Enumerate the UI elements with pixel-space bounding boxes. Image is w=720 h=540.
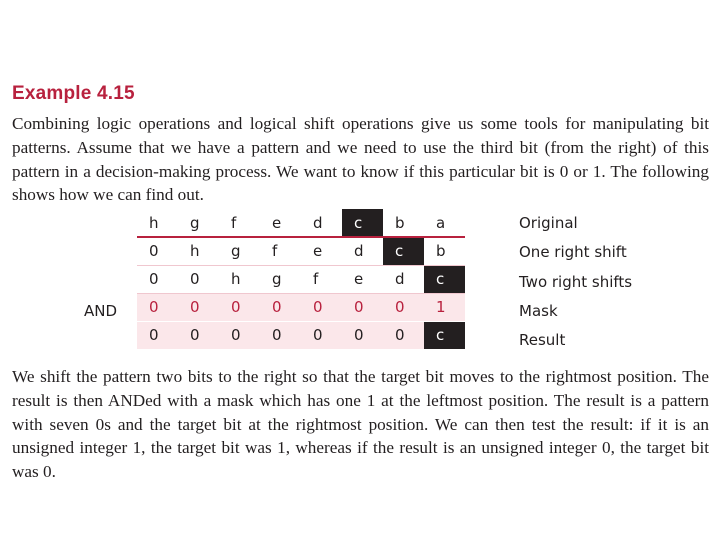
bit-cell: b	[424, 237, 465, 265]
row-label: Original	[519, 214, 578, 232]
bit-cell: 0	[301, 321, 342, 349]
bit-cell: 0	[219, 321, 260, 349]
bit-cell: f	[219, 209, 260, 237]
bit-cell: h	[178, 237, 219, 265]
bit-cell: h	[219, 265, 260, 293]
bit-cell: 0	[342, 293, 383, 321]
bit-cell: 0	[137, 237, 178, 265]
bit-row	[137, 237, 465, 265]
row-label: One right shift	[519, 243, 627, 262]
bit-row	[137, 209, 465, 237]
row-label: Two right shifts	[519, 272, 633, 291]
bit-cell: f	[301, 265, 342, 293]
bit-cell: g	[219, 237, 260, 265]
bit-cell-highlighted: c	[342, 209, 383, 237]
bit-cell: d	[383, 265, 424, 293]
bit-cell: h	[137, 209, 178, 237]
bit-row	[137, 321, 465, 349]
row-label: Mask	[519, 301, 558, 320]
bit-cell: 0	[137, 265, 178, 293]
bit-cell: 0	[178, 293, 219, 321]
conclusion-paragraph: We shift the pattern two bits to the right so that the target bit moves to the rightmost position. The result is then ANDed with a mask which has one 1 at the leftmost position. The result is a pattern with seven 0s and the target bit at the rightmost position. We can then test the result: if it is an unsigned integer 1, the target bit was 1, whereas if the result is an unsigned integer 0, the target bit was 0.	[12, 367, 709, 482]
bit-shift-table	[137, 209, 465, 349]
bit-cell: b	[383, 209, 424, 237]
bit-cell: 0	[260, 321, 301, 349]
bit-cell: 0	[260, 293, 301, 321]
bit-row	[137, 293, 465, 321]
bit-cell: 0	[219, 293, 260, 321]
bit-cell: g	[260, 265, 301, 293]
bit-cell: e	[301, 237, 342, 265]
row-labels	[519, 209, 632, 355]
bit-cell: f	[260, 237, 301, 265]
bit-cell: d	[301, 209, 342, 237]
and-operator-label: AND	[84, 302, 118, 320]
bit-cell: e	[260, 209, 301, 237]
bit-cell: 0	[383, 293, 424, 321]
bit-cell-highlighted: c	[424, 321, 465, 349]
bit-cell: g	[178, 209, 219, 237]
bit-cell: a	[424, 209, 465, 237]
bit-cell: 0	[342, 321, 383, 349]
bit-row	[137, 265, 465, 293]
bit-cell: 1	[424, 293, 465, 321]
bit-cell: 0	[137, 293, 178, 321]
bit-cell: 0	[178, 265, 219, 293]
bit-cell: 0	[301, 293, 342, 321]
intro-paragraph: Combining logic operations and logical shift operations give us some tools for manipulating bit patterns. Assume that we have a pattern and we need to use the third bit (from the right) of this pattern in a decision-making process. We want to know if this particular bit is 0 or 1. The following shows how we can find out.	[12, 114, 709, 205]
bit-cell: 0	[137, 321, 178, 349]
bit-cell-highlighted: c	[383, 237, 424, 265]
example-title: Example 4.15	[12, 83, 135, 104]
row-label: Result	[519, 331, 566, 350]
bit-cell: e	[342, 265, 383, 293]
bit-cell-highlighted: c	[424, 265, 465, 293]
bit-cell: d	[342, 237, 383, 265]
bit-cell: 0	[178, 321, 219, 349]
bit-cell: 0	[383, 321, 424, 349]
